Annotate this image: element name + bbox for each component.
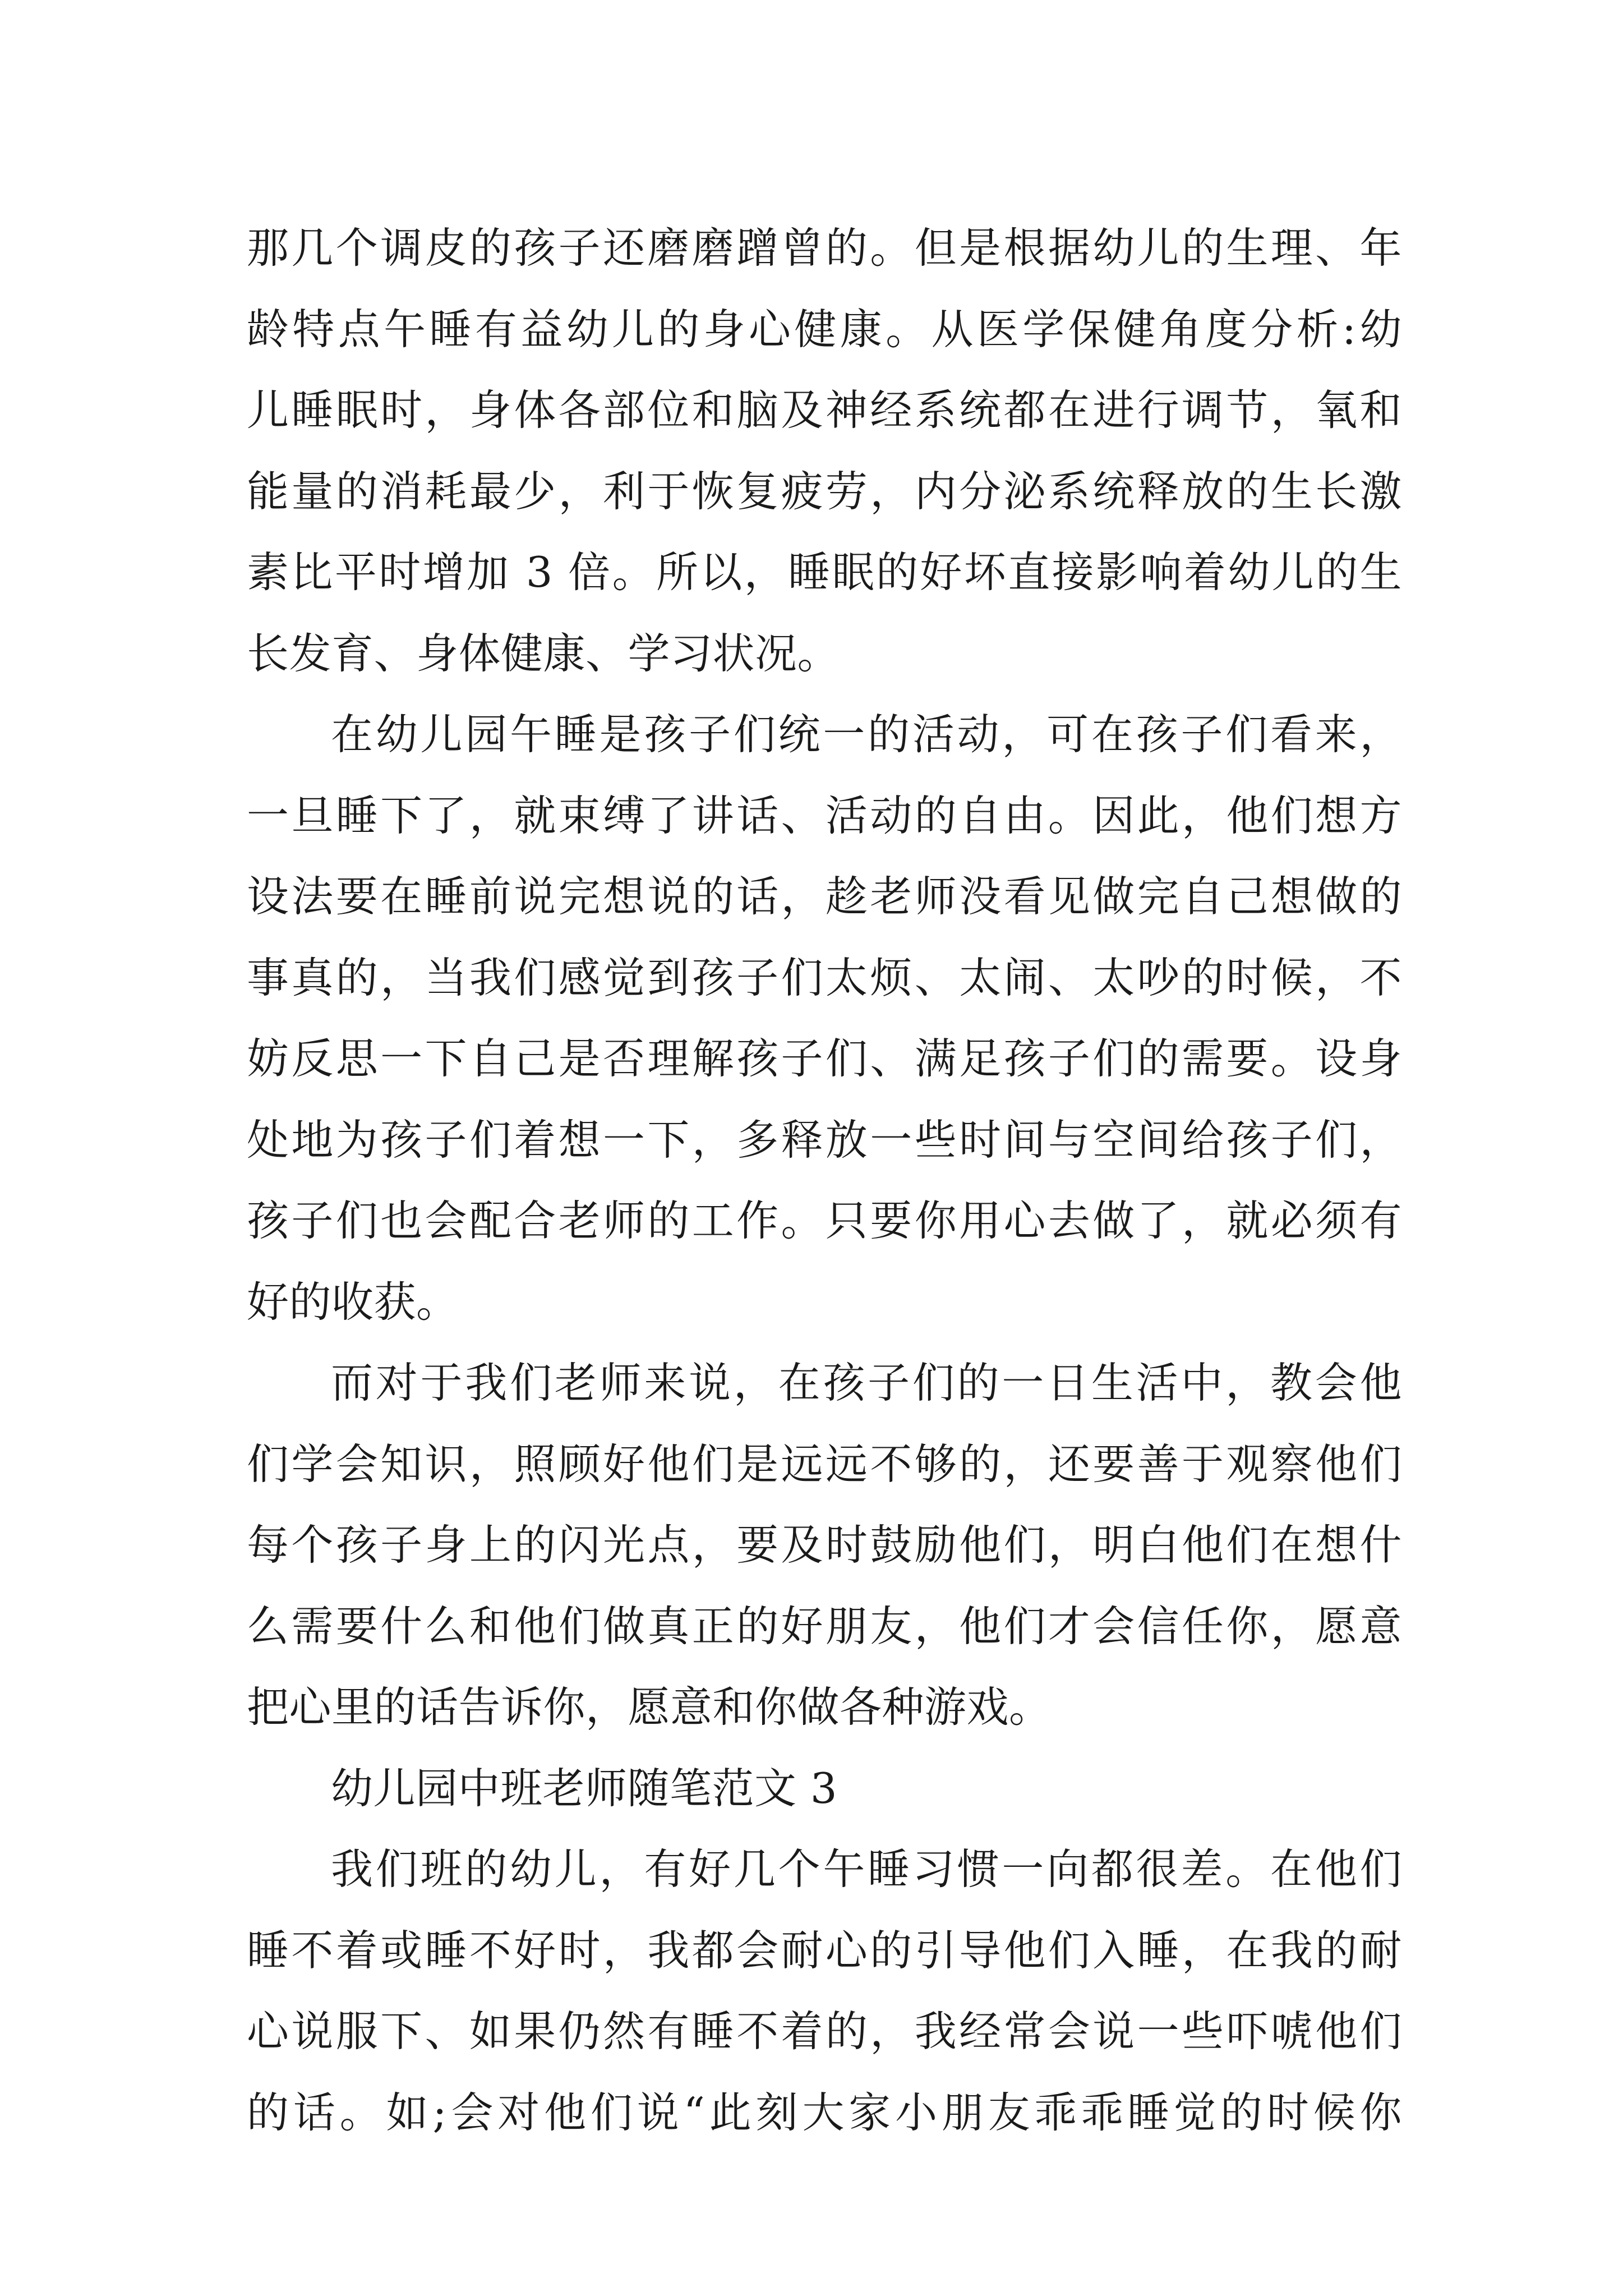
text-line: 龄特点午睡有益幼儿的身心健康。从医学保健角度分析:幼 — [247, 304, 1402, 354]
text-line: 的话。如;会对他们说“此刻大家小朋友乖乖睡觉的时候你 — [247, 2087, 1402, 2137]
text-line: 么需要什么和他们做真正的好朋友，他们才会信任你，愿意 — [247, 1601, 1402, 1651]
text-line: 能量的消耗最少，利于恢复疲劳，内分泌系统释放的生长激 — [247, 466, 1402, 516]
text-line: 心说服下、如果仍然有睡不着的，我经常会说一些吓唬他们 — [247, 2007, 1402, 2056]
text-line: 睡不着或睡不好时，我都会耐心的引导他们入睡，在我的耐 — [247, 1925, 1402, 1975]
text-line: 们学会知识，照顾好他们是远远不够的，还要善于观察他们 — [247, 1439, 1402, 1489]
text-line: 每个孩子身上的闪光点，要及时鼓励他们，明白他们在想什 — [247, 1520, 1402, 1570]
paragraph-first-line: 我们班的幼儿，有好几个午睡习惯一向都很差。在他们 — [331, 1844, 1402, 1894]
text-line: 一旦睡下了，就束缚了讲话、活动的自由。因此，他们想方 — [247, 790, 1402, 840]
text-line: 处地为孩子们着想一下，多释放一些时间与空间给孩子们， — [247, 1115, 1402, 1165]
text-line: 把心里的话告诉你，愿意和你做各种游戏。 — [247, 1682, 1052, 1732]
section-heading: 幼儿园中班老师随笔范文 3 — [331, 1763, 838, 1813]
text-line: 设法要在睡前说完想说的话，趁老师没看见做完自己想做的 — [247, 872, 1402, 921]
text-line: 素比平时增加 3 倍。所以，睡眠的好坏直接影响着幼儿的生 — [247, 547, 1402, 597]
body-text — [247, 208, 1402, 2153]
paragraph-first-line: 在幼儿园午睡是孩子们统一的活动，可在孩子们看来， — [331, 710, 1402, 759]
text-line: 那几个调皮的孩子还磨磨蹭曾的。但是根据幼儿的生理、年 — [247, 223, 1402, 273]
text-line: 儿睡眠时，身体各部位和脑及神经系统都在进行调节，氧和 — [247, 385, 1402, 435]
text-line: 长发育、身体健康、学习状况。 — [247, 628, 840, 678]
paragraph-first-line: 而对于我们老师来说，在孩子们的一日生活中，教会他 — [331, 1358, 1402, 1407]
text-line: 孩子们也会配合老师的工作。只要你用心去做了，就必须有 — [247, 1196, 1402, 1245]
text-line: 好的收获。 — [247, 1277, 459, 1327]
text-line: 妨反思一下自己是否理解孩子们、满足孩子们的需要。设身 — [247, 1034, 1402, 1083]
text-line: 事真的，当我们感觉到孩子们太烦、太闹、太吵的时候，不 — [247, 953, 1402, 1002]
